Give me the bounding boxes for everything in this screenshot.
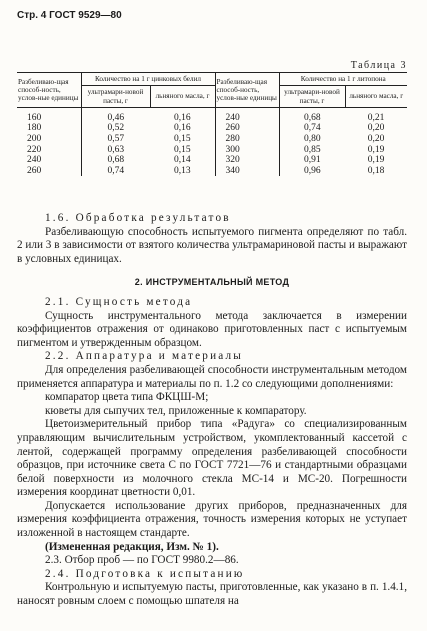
cell: 220 [17,145,81,156]
section-2-2-paragraph-2: Цветоизмерительный прибор типа «Радуга» со специализированным управляющим вычислительным устройством, укомплектованный кассетой с лентой, содержащей программу определения разбеливающей способности образцов, при источнике света С по ГОСТ 7721—76 и стандартными образцами белой поверхности из молочного стекла МС-14 и МС-20. Погрешности измерения координат цветности 0,01. [17,418,407,499]
section-2-4-title: 2.4. Подготовка к испытанию [45,567,245,580]
cell: 240 [17,155,81,166]
section-2-4-text: Контрольную и испытуемую пасты, приготовленные, как указано в п. 1.4.1, наносят ровным слоем с помощью шпателя на [17,581,407,608]
sub-header-paste: ультрамари-новой пасты, г [81,86,150,108]
section-1-6-title: 1.6. Обработка результатов [45,212,231,224]
table-row [17,123,407,134]
cell: 260 [215,123,279,134]
sub-header-oil: льняного масла, г [150,86,215,108]
cell: 0,96 [303,165,321,176]
section-2-1-title: 2.1. Сущность метода [45,295,193,308]
cell: 0,20 [367,134,385,145]
group-header-lithopone: Количество на 1 г литопона [279,73,407,86]
col-header-units: Разбеливаю-щая способ-ность, услов-ные единицы [17,73,81,108]
cell: 0,15 [150,134,215,145]
table-row [17,145,407,156]
cell: 0,91 [303,155,321,166]
cell: 200 [17,134,81,145]
cell: 0,14 [150,155,215,166]
cell: 0,74 [107,165,125,176]
section-1-6-text: Разбеливающую способность испытуемого пигмента определяют по табл. 2 или 3 в зависимости от взятого количества ультрамариновой пасты и выражают в условных единицах. [17,225,407,265]
page-header: Стр. 4 ГОСТ 9529—80 [17,10,122,21]
cell: 0,21 [367,112,385,123]
cell: 0,13 [150,166,215,177]
section-2-3: 2.3. Отбор проб — по ГОСТ 9980.2—86. [45,554,239,567]
cell: 0,15 [150,145,215,156]
cell: 0,85 [303,144,321,155]
cell: 0,63 [107,144,125,155]
cell: 0,80 [303,134,321,145]
cell: 0,68 [107,155,125,166]
group-header-zinc: Количество на 1 г цинковых белил [81,73,215,86]
section-2-2-title: 2.2. Аппаратура и материалы [45,350,244,363]
cell: 280 [215,134,279,145]
table-row [17,155,407,166]
cell: 0,19 [367,155,385,166]
section-2-2-item-1: компаратор цвета типа ФКЦШ-М; [45,391,209,404]
cell: 0,16 [150,107,215,123]
table-caption: Таблица 3 [350,60,407,71]
section-2-2-paragraph-3: Допускается использование других приборов, предназначенных для измерения коэффициента отражения, точность измерения которых не уступает изложенной в настоящем стандарте. [17,499,407,540]
cell: 0,57 [107,134,125,145]
section-2-2-text: Для определения разбеливающей способности инструментальным методом применяется аппаратура и материалы по п. 1.2 со следующими дополнениями: [17,363,407,390]
cell: 0,16 [150,123,215,134]
cell: 240 [215,107,279,123]
cell: 0,46 [107,112,125,123]
cell: 0,52 [107,123,125,134]
cell: 320 [215,155,279,166]
cell: 340 [215,166,279,177]
cell: 260 [17,166,81,177]
edition-note: (Измененная редакция, Изм. № 1). [45,540,219,553]
section-2-1-text: Сущность инструментального метода заключается в измерении коэффициентов отражения от одинаково приготовленных паст с испытуемым пигментом и утвержденным образцом. [17,309,407,349]
col-header-units-2: Разбеливаю-щая способ-ность, услов-ные единицы [215,73,279,108]
sub-header-paste-2: ультрамари-новой пасты, г [279,86,345,108]
sub-header-oil-2: льняного масла, г [345,86,407,108]
table-row [17,166,407,177]
cell: 0,18 [367,165,385,176]
cell: 180 [17,123,81,134]
cell: 0,68 [303,112,321,123]
cell: 0,20 [367,123,385,134]
body-text [17,212,407,609]
cell: 300 [215,145,279,156]
section-2-2-item-2: кюветы для сыпучих тел, приложенные к компаратору. [45,404,307,417]
table-row [17,107,407,123]
cell: 160 [17,107,81,123]
table-3 [17,72,407,176]
section-2-heading: 2. ИНСТРУМЕНТАЛЬНЫЙ МЕТОД [134,277,290,288]
table-row [17,134,407,145]
cell: 0,74 [303,123,321,134]
cell: 0,19 [367,144,385,155]
